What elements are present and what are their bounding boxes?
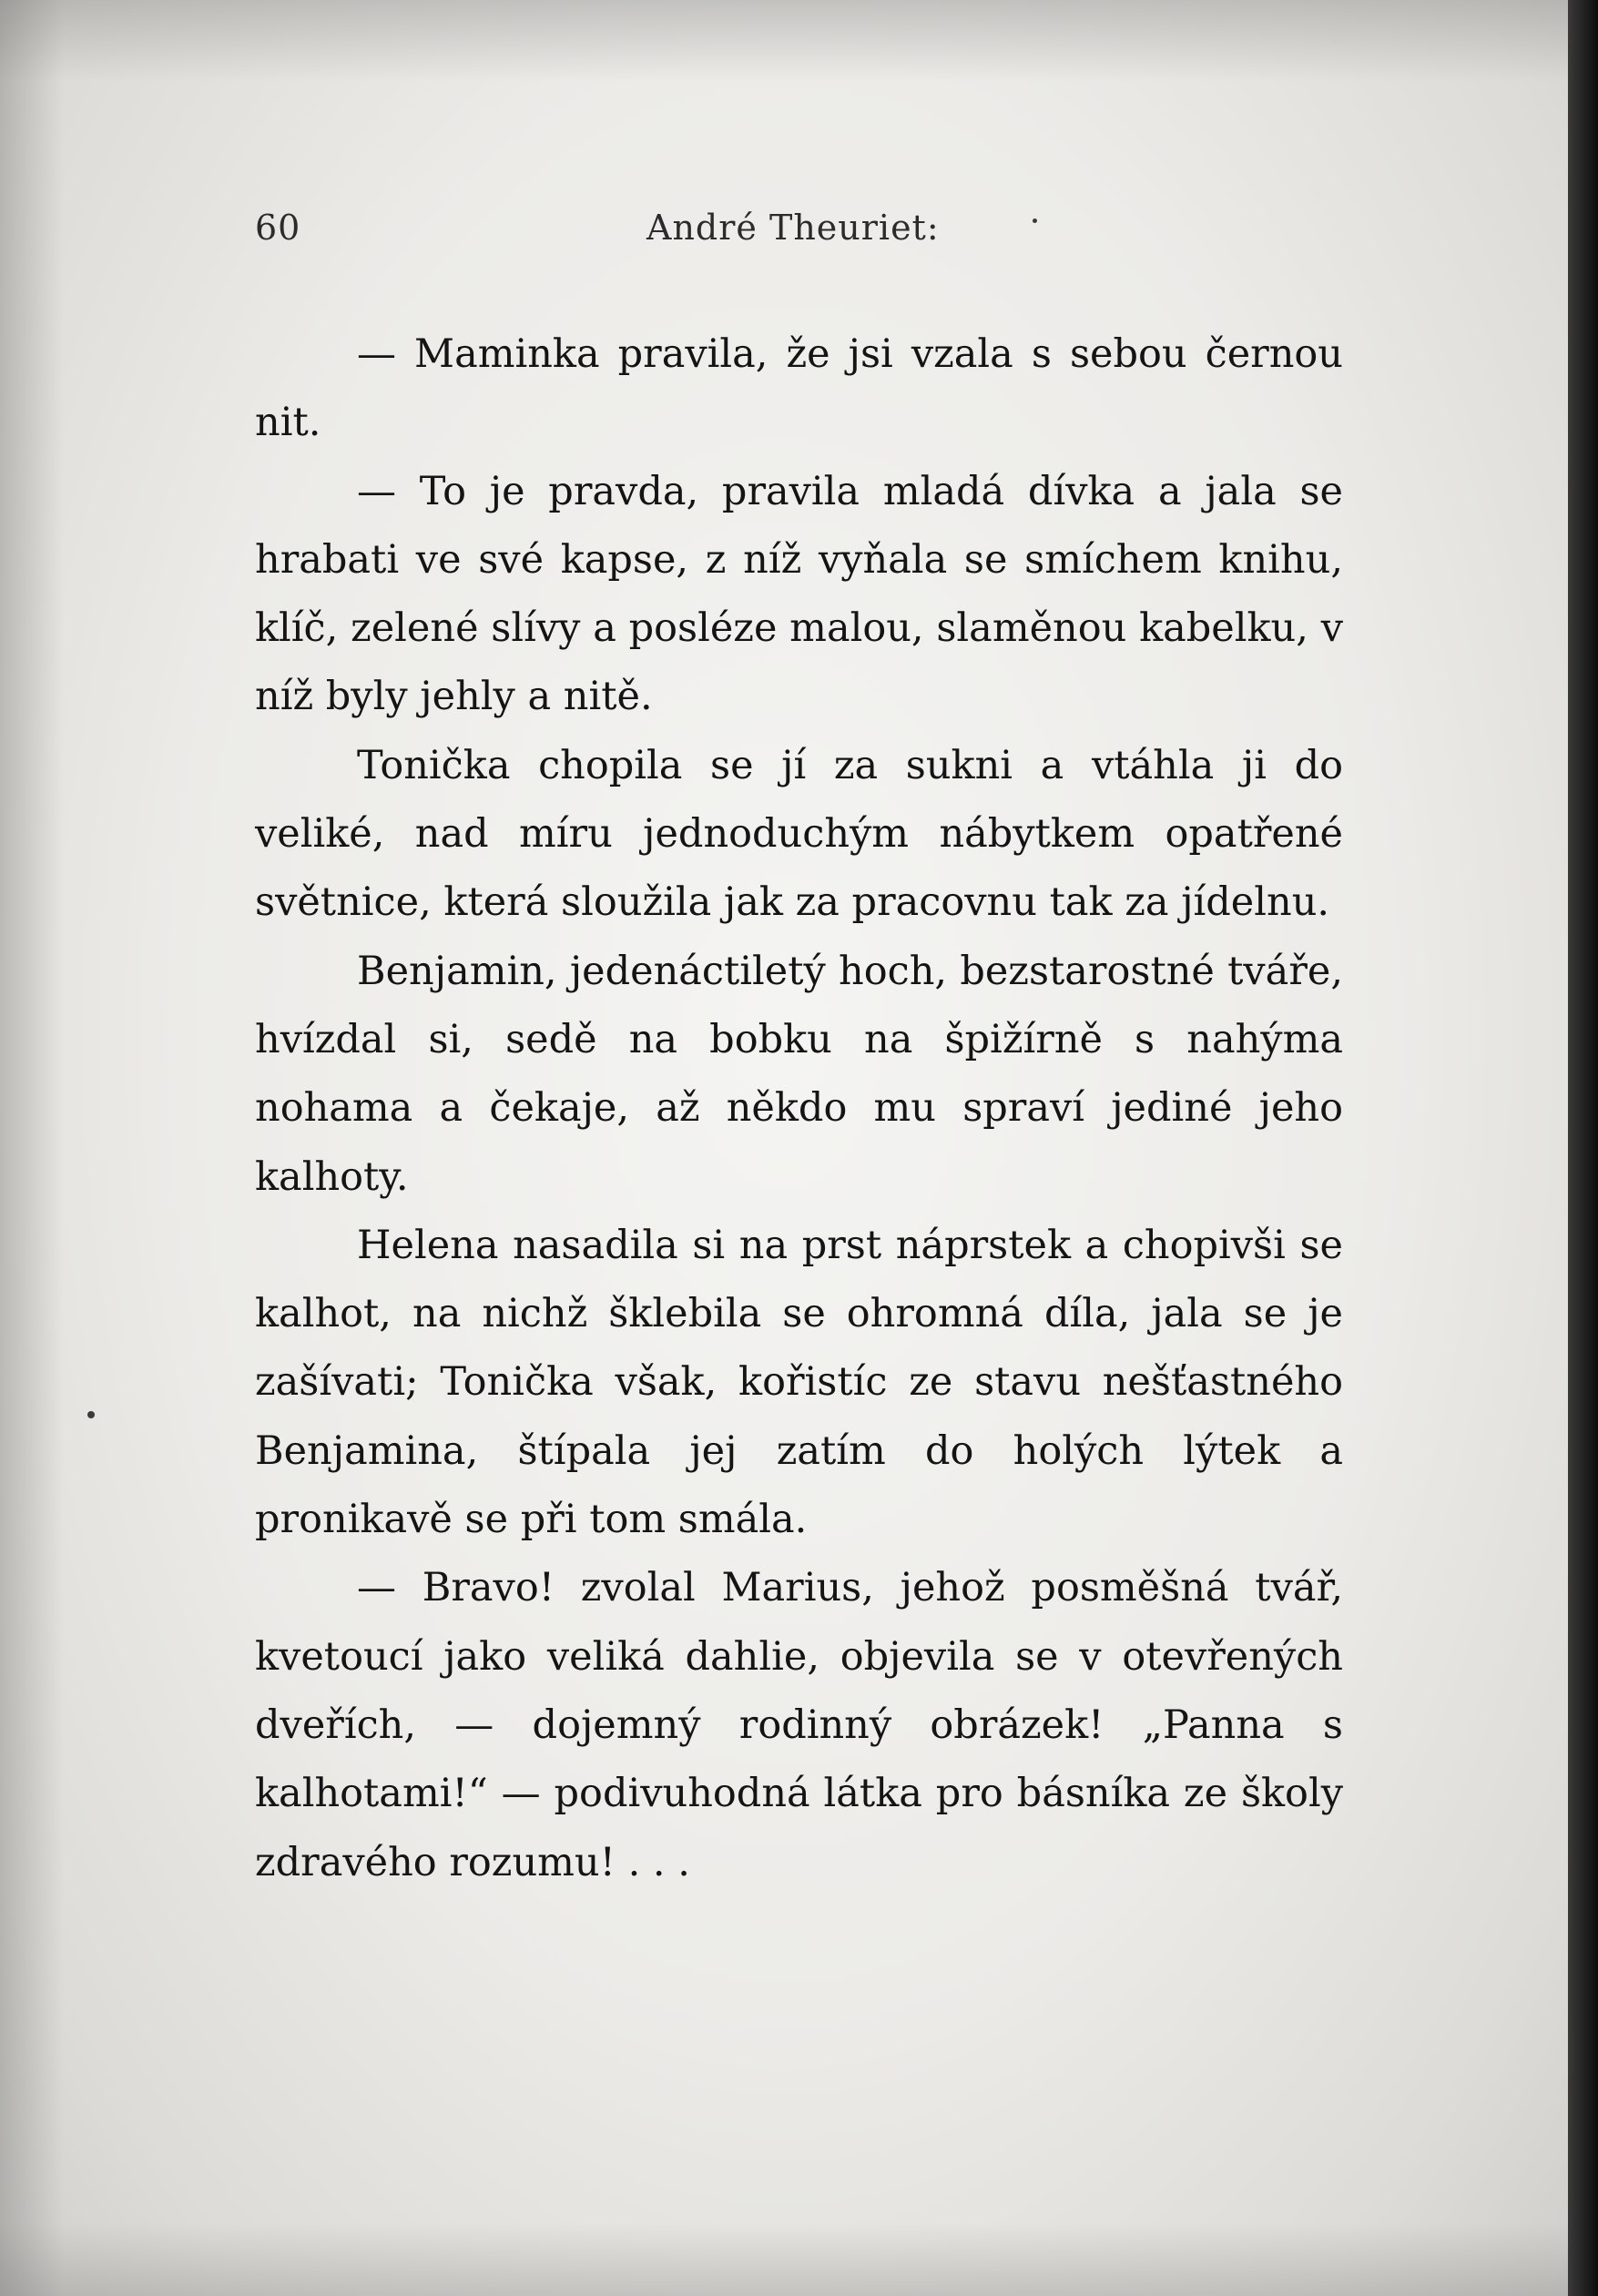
page-shadow-bottom <box>0 2223 1568 2296</box>
running-head <box>255 208 1348 262</box>
paragraph: — To je pravda, pravila mladá dívka a jala se hrabati ve své kapse, z níž vyňala se smíchem knihu, klíč, zelené slívy a posléze malou, slaměnou kabelku, v níž byly jehly a nitě. <box>255 468 1343 720</box>
book-spine-edge <box>1568 0 1598 2296</box>
print-speck <box>87 1411 95 1418</box>
running-head-author: André Theuriet: <box>646 208 940 248</box>
page-shadow-left <box>0 0 64 2296</box>
page-shadow-top <box>0 0 1568 82</box>
paragraph: — Bravo! zvolal Marius, jehož posměšná tvář, kvetoucí jako veliká dahlie, objevila se v otevřených dveřích, — dojemný rodinný obrázek! „Panna s kalhotami!“ — podivuhodná látka pro básníka ze školy zdravého rozumu! . . . <box>255 1565 1343 1885</box>
page-number: 60 <box>255 208 301 248</box>
body-text <box>255 320 1343 1897</box>
paragraph: Benjamin, jedenáctiletý hoch, bezstarostné tváře, hvízdal si, sedě na bobku na špižírně s nahýma nohama a čekaje, až někdo mu spraví jediné jeho kalhoty. <box>255 948 1343 1200</box>
paragraph: Helena nasadila si na prst náprstek a chopivši se kalhot, na nichž šklebila se ohromná díla, jala se je zašívati; Tonička však, kořistíc ze stavu nešťastného Benjamina, štípala jej zatím do holých lýtek a pronikavě se při tom smála. <box>255 1222 1343 1543</box>
paragraph: Tonička chopila se jí za sukni a vtáhla ji do veliké, nad míru jednoduchým nábytkem opatřené světnice, která sloužila jak za pracovnu tak za jídelnu. <box>255 742 1343 926</box>
paragraph: — Maminka pravila, že jsi vzala s sebou černou nit. <box>255 331 1343 446</box>
